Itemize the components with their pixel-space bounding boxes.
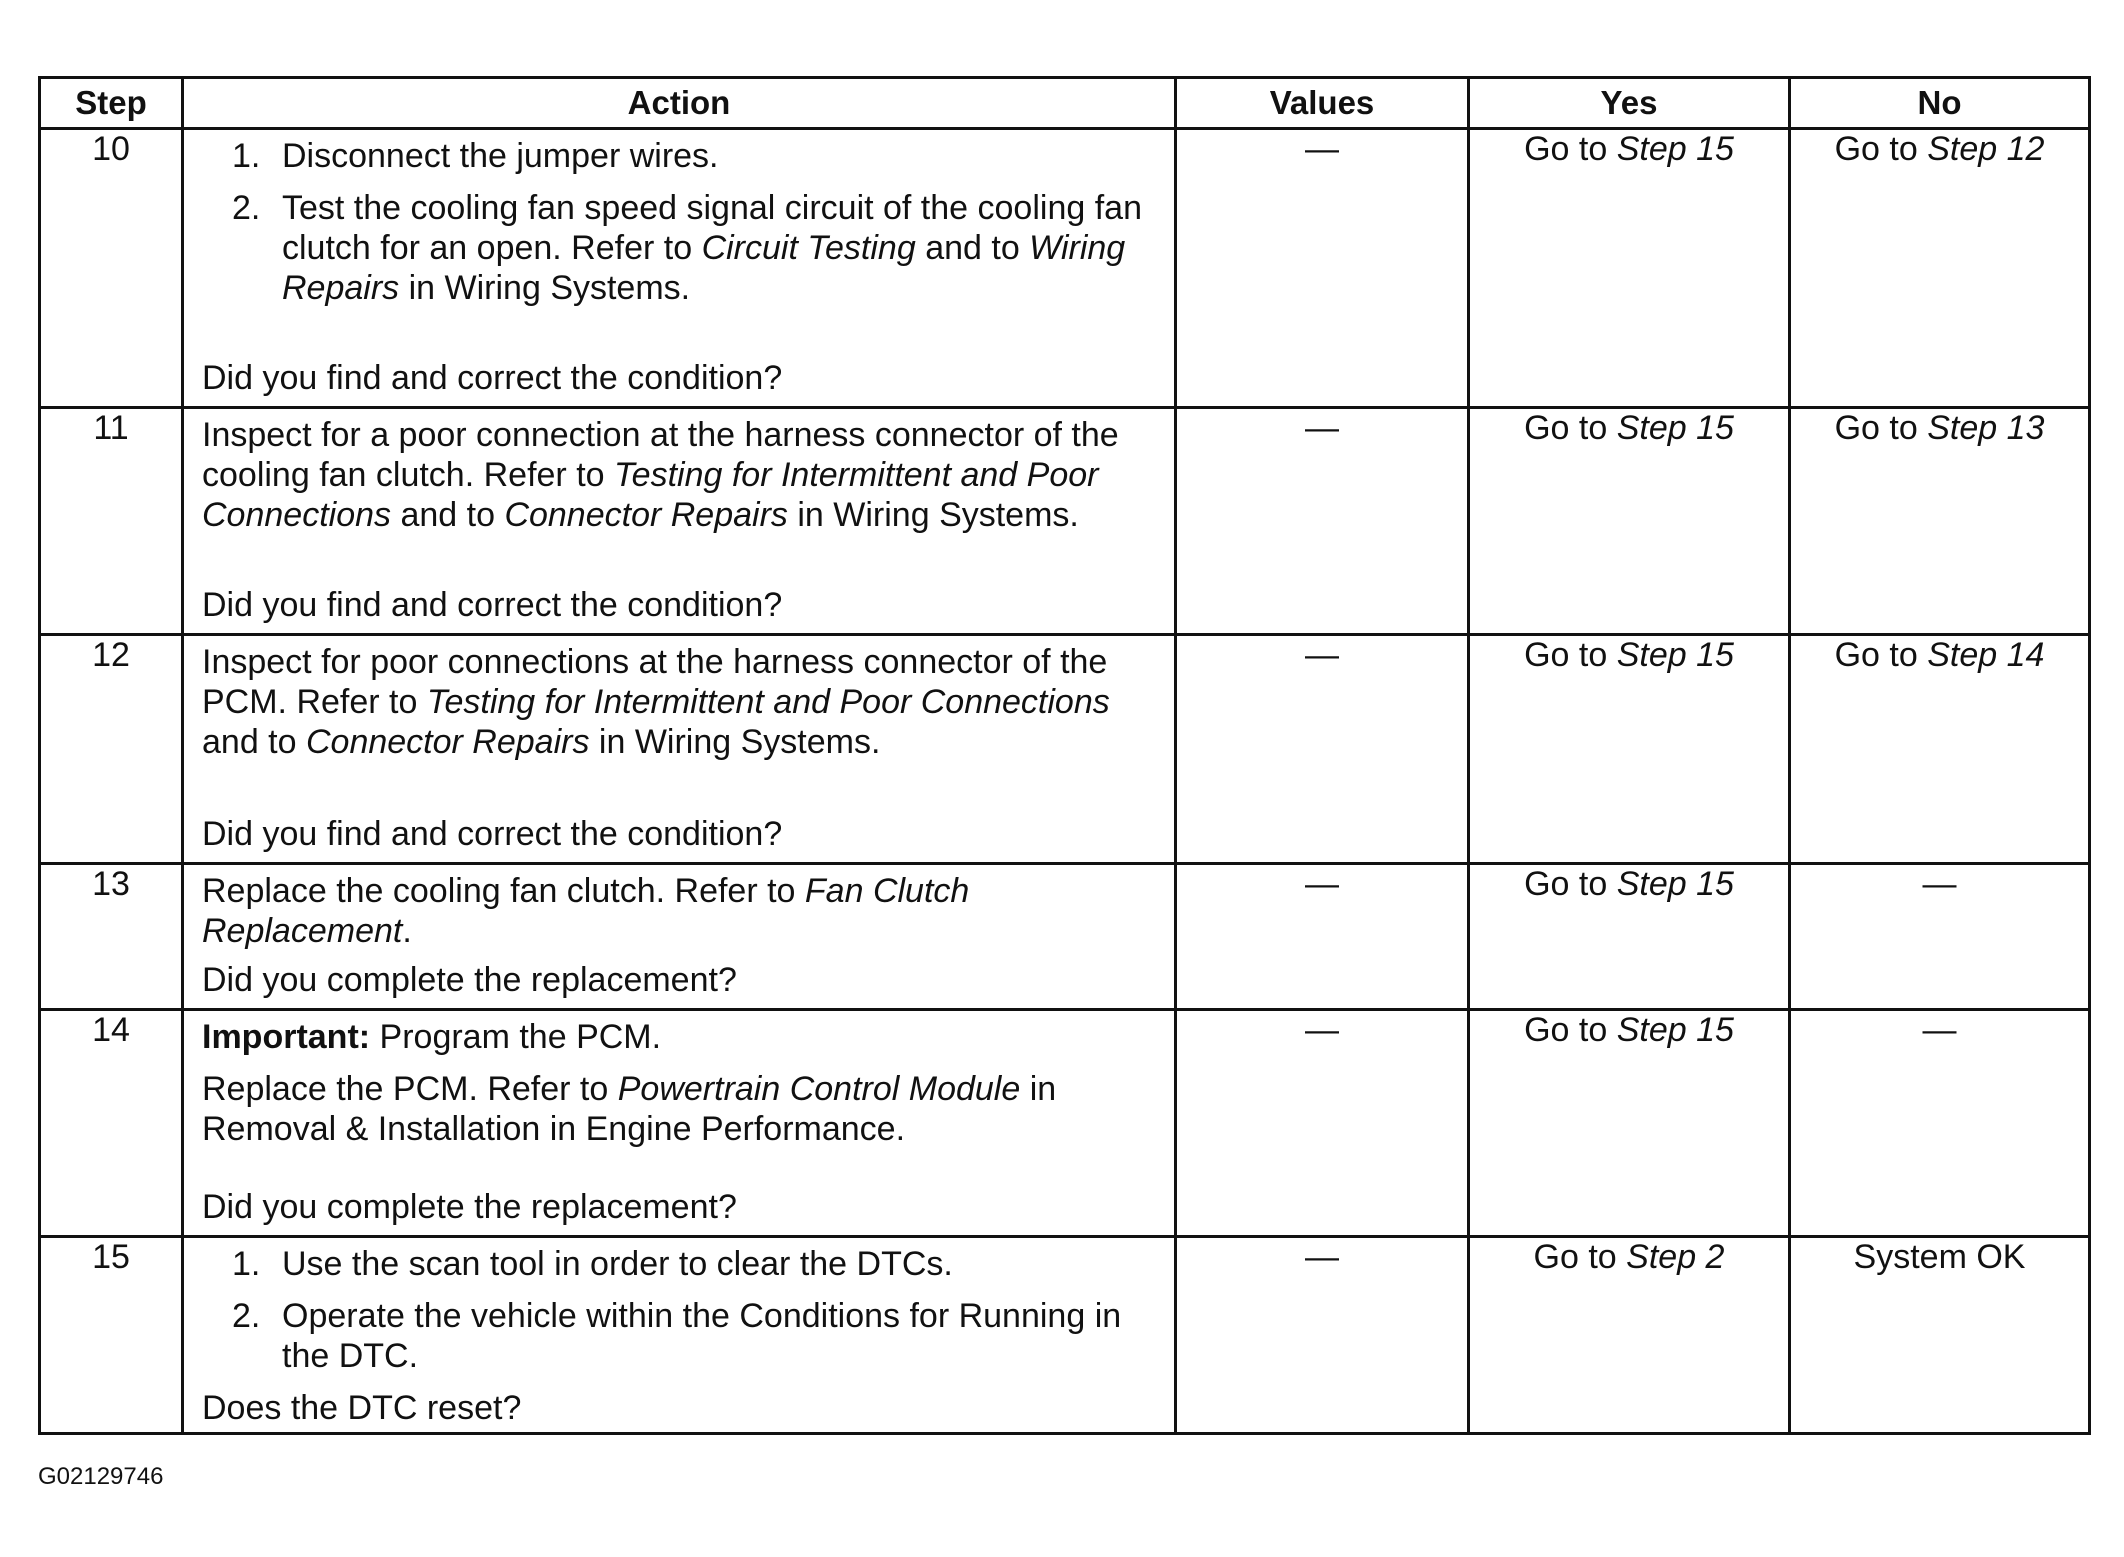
action-cell: [183, 129, 1176, 408]
reference-link: Testing for Intermittent and Poor Connections: [426, 683, 1110, 721]
table-row: [40, 1010, 2090, 1237]
step-number: 14: [40, 1010, 183, 1237]
yes-cell: [1469, 408, 1790, 635]
values-cell: [1176, 635, 1469, 864]
step-number: 15: [40, 1237, 183, 1434]
step-number: 11: [40, 408, 183, 635]
header-values: Values: [1176, 78, 1469, 129]
text-run: Test the cooling fan speed signal circuit of the cooling fan clutch for an open. Refer to: [282, 189, 1142, 267]
step-link: Step 15: [1616, 1011, 1734, 1049]
action-cell: [183, 1237, 1176, 1434]
step-number: 12: [40, 635, 183, 864]
system-ok-text: System OK: [1853, 1238, 2026, 1276]
goto-text: Go to: [1524, 636, 1608, 674]
text-run: and to: [391, 496, 505, 534]
list-item: [232, 1296, 1162, 1376]
no-cell: [1790, 1237, 2090, 1434]
item-text: Operate the vehicle within the Conditions for Running in the DTC.: [282, 1297, 1122, 1375]
step-link: Step 12: [1927, 130, 2045, 168]
item-text: [282, 188, 1162, 308]
diagnostic-table: [38, 76, 2091, 1435]
important-label: Important:: [202, 1018, 371, 1056]
step-link: Step 15: [1616, 865, 1734, 903]
header-step: Step: [40, 78, 183, 129]
values-cell: [1176, 1237, 1469, 1434]
action-cell: [183, 1010, 1176, 1237]
yes-cell: [1469, 864, 1790, 1010]
text-run: and to: [202, 723, 306, 761]
table-row: [40, 408, 2090, 635]
goto-text: Go to: [1834, 636, 1918, 674]
yes-cell: [1469, 635, 1790, 864]
question-text: Did you find and correct the condition?: [202, 586, 783, 624]
list-item: [232, 188, 1162, 308]
table-row: [40, 1237, 2090, 1434]
action-text: [202, 642, 1162, 762]
text-run: Inspect for a poor connection at the harness connector of the cooling fan clutch. Refer to: [202, 416, 1119, 494]
goto-text: Go to: [1834, 409, 1918, 447]
dash-mark: —: [1305, 865, 1339, 903]
text-run: Inspect for poor connections at the harness connector of the PCM. Refer to: [202, 643, 1108, 721]
item-number: 2.: [232, 189, 261, 227]
dash-mark: —: [1305, 1011, 1339, 1049]
action-cell: [183, 635, 1176, 864]
reference-link: Testing for Intermittent and Poor Connections: [202, 456, 1099, 534]
no-cell: [1790, 864, 2090, 1010]
dash-mark: —: [1305, 636, 1339, 674]
step-link: Step 13: [1927, 409, 2045, 447]
goto-text: Go to: [1524, 1011, 1608, 1049]
header-action: Action: [183, 78, 1176, 129]
values-cell: [1176, 864, 1469, 1010]
dash-mark: —: [1305, 1238, 1339, 1276]
text-run: in Wiring Systems.: [399, 269, 691, 307]
dash-mark: —: [1305, 130, 1339, 168]
dash-mark: —: [1922, 865, 1957, 903]
text-run: Program the PCM.: [370, 1018, 662, 1056]
action-cell: [183, 408, 1176, 635]
values-cell: [1176, 408, 1469, 635]
table-row: [40, 635, 2090, 864]
no-cell: [1790, 1010, 2090, 1237]
table-row: [40, 129, 2090, 408]
goto-text: Go to: [1524, 130, 1608, 168]
step-link: Step 15: [1616, 130, 1734, 168]
text-run: in Wiring Systems.: [787, 496, 1079, 534]
list-item: [232, 1244, 1162, 1284]
reference-link: Wiring Repairs: [282, 229, 1126, 307]
reference-link: Connector Repairs: [305, 723, 590, 761]
no-cell: [1790, 129, 2090, 408]
step-link: Step 2: [1626, 1238, 1725, 1276]
reference-link: Connector Repairs: [504, 496, 788, 534]
item-number: 1.: [232, 137, 261, 175]
dash-mark: —: [1922, 1011, 1957, 1049]
goto-text: Go to: [1524, 409, 1608, 447]
question-text: Did you complete the replacement?: [202, 961, 737, 999]
reference-link: Circuit Testing: [701, 229, 916, 267]
step-link: Step 15: [1616, 636, 1734, 674]
item-number: 2.: [232, 1297, 261, 1335]
values-cell: [1176, 129, 1469, 408]
text-run: in Removal & Installation in Engine Performance.: [202, 1070, 1057, 1148]
text-run: and to: [915, 229, 1030, 267]
reference-link: Powertrain Control Module: [617, 1070, 1021, 1108]
action-text: [202, 871, 1162, 951]
text-run: .: [402, 912, 412, 950]
action-text: [202, 415, 1162, 535]
goto-text: Go to: [1533, 1238, 1617, 1276]
step-link: Step 15: [1616, 409, 1734, 447]
item-text: Disconnect the jumper wires.: [282, 137, 719, 175]
figure-id: G02129746: [38, 1463, 164, 1490]
question-text: Does the DTC reset?: [202, 1389, 522, 1427]
question-text: Did you find and correct the condition?: [202, 815, 783, 853]
step-number: 13: [40, 864, 183, 1010]
action-cell: [183, 864, 1176, 1010]
item-number: 1.: [232, 1245, 261, 1283]
no-cell: [1790, 635, 2090, 864]
step-number: 10: [40, 129, 183, 408]
text-run: in Wiring Systems.: [589, 723, 881, 761]
header-no: No: [1790, 78, 2090, 129]
text-run: Replace the cooling fan clutch. Refer to: [202, 872, 805, 910]
item-text: Use the scan tool in order to clear the DTCs.: [282, 1245, 953, 1283]
goto-text: Go to: [1524, 865, 1608, 903]
header-yes: Yes: [1469, 78, 1790, 129]
reference-link: Fan Clutch Replacement: [202, 872, 970, 950]
table-row: [40, 864, 2090, 1010]
goto-text: Go to: [1834, 130, 1918, 168]
step-link: Step 14: [1927, 636, 2045, 674]
yes-cell: [1469, 1010, 1790, 1237]
question-text: Did you complete the replacement?: [202, 1188, 737, 1226]
header-row: [40, 78, 2090, 129]
yes-cell: [1469, 1237, 1790, 1434]
values-cell: [1176, 1010, 1469, 1237]
question-text: Did you find and correct the condition?: [202, 359, 783, 397]
dash-mark: —: [1305, 409, 1339, 447]
action-text: [202, 1069, 1162, 1149]
important-note: [202, 1017, 1162, 1057]
list-item: [232, 136, 1162, 176]
text-run: Replace the PCM. Refer to: [202, 1070, 618, 1108]
no-cell: [1790, 408, 2090, 635]
yes-cell: [1469, 129, 1790, 408]
